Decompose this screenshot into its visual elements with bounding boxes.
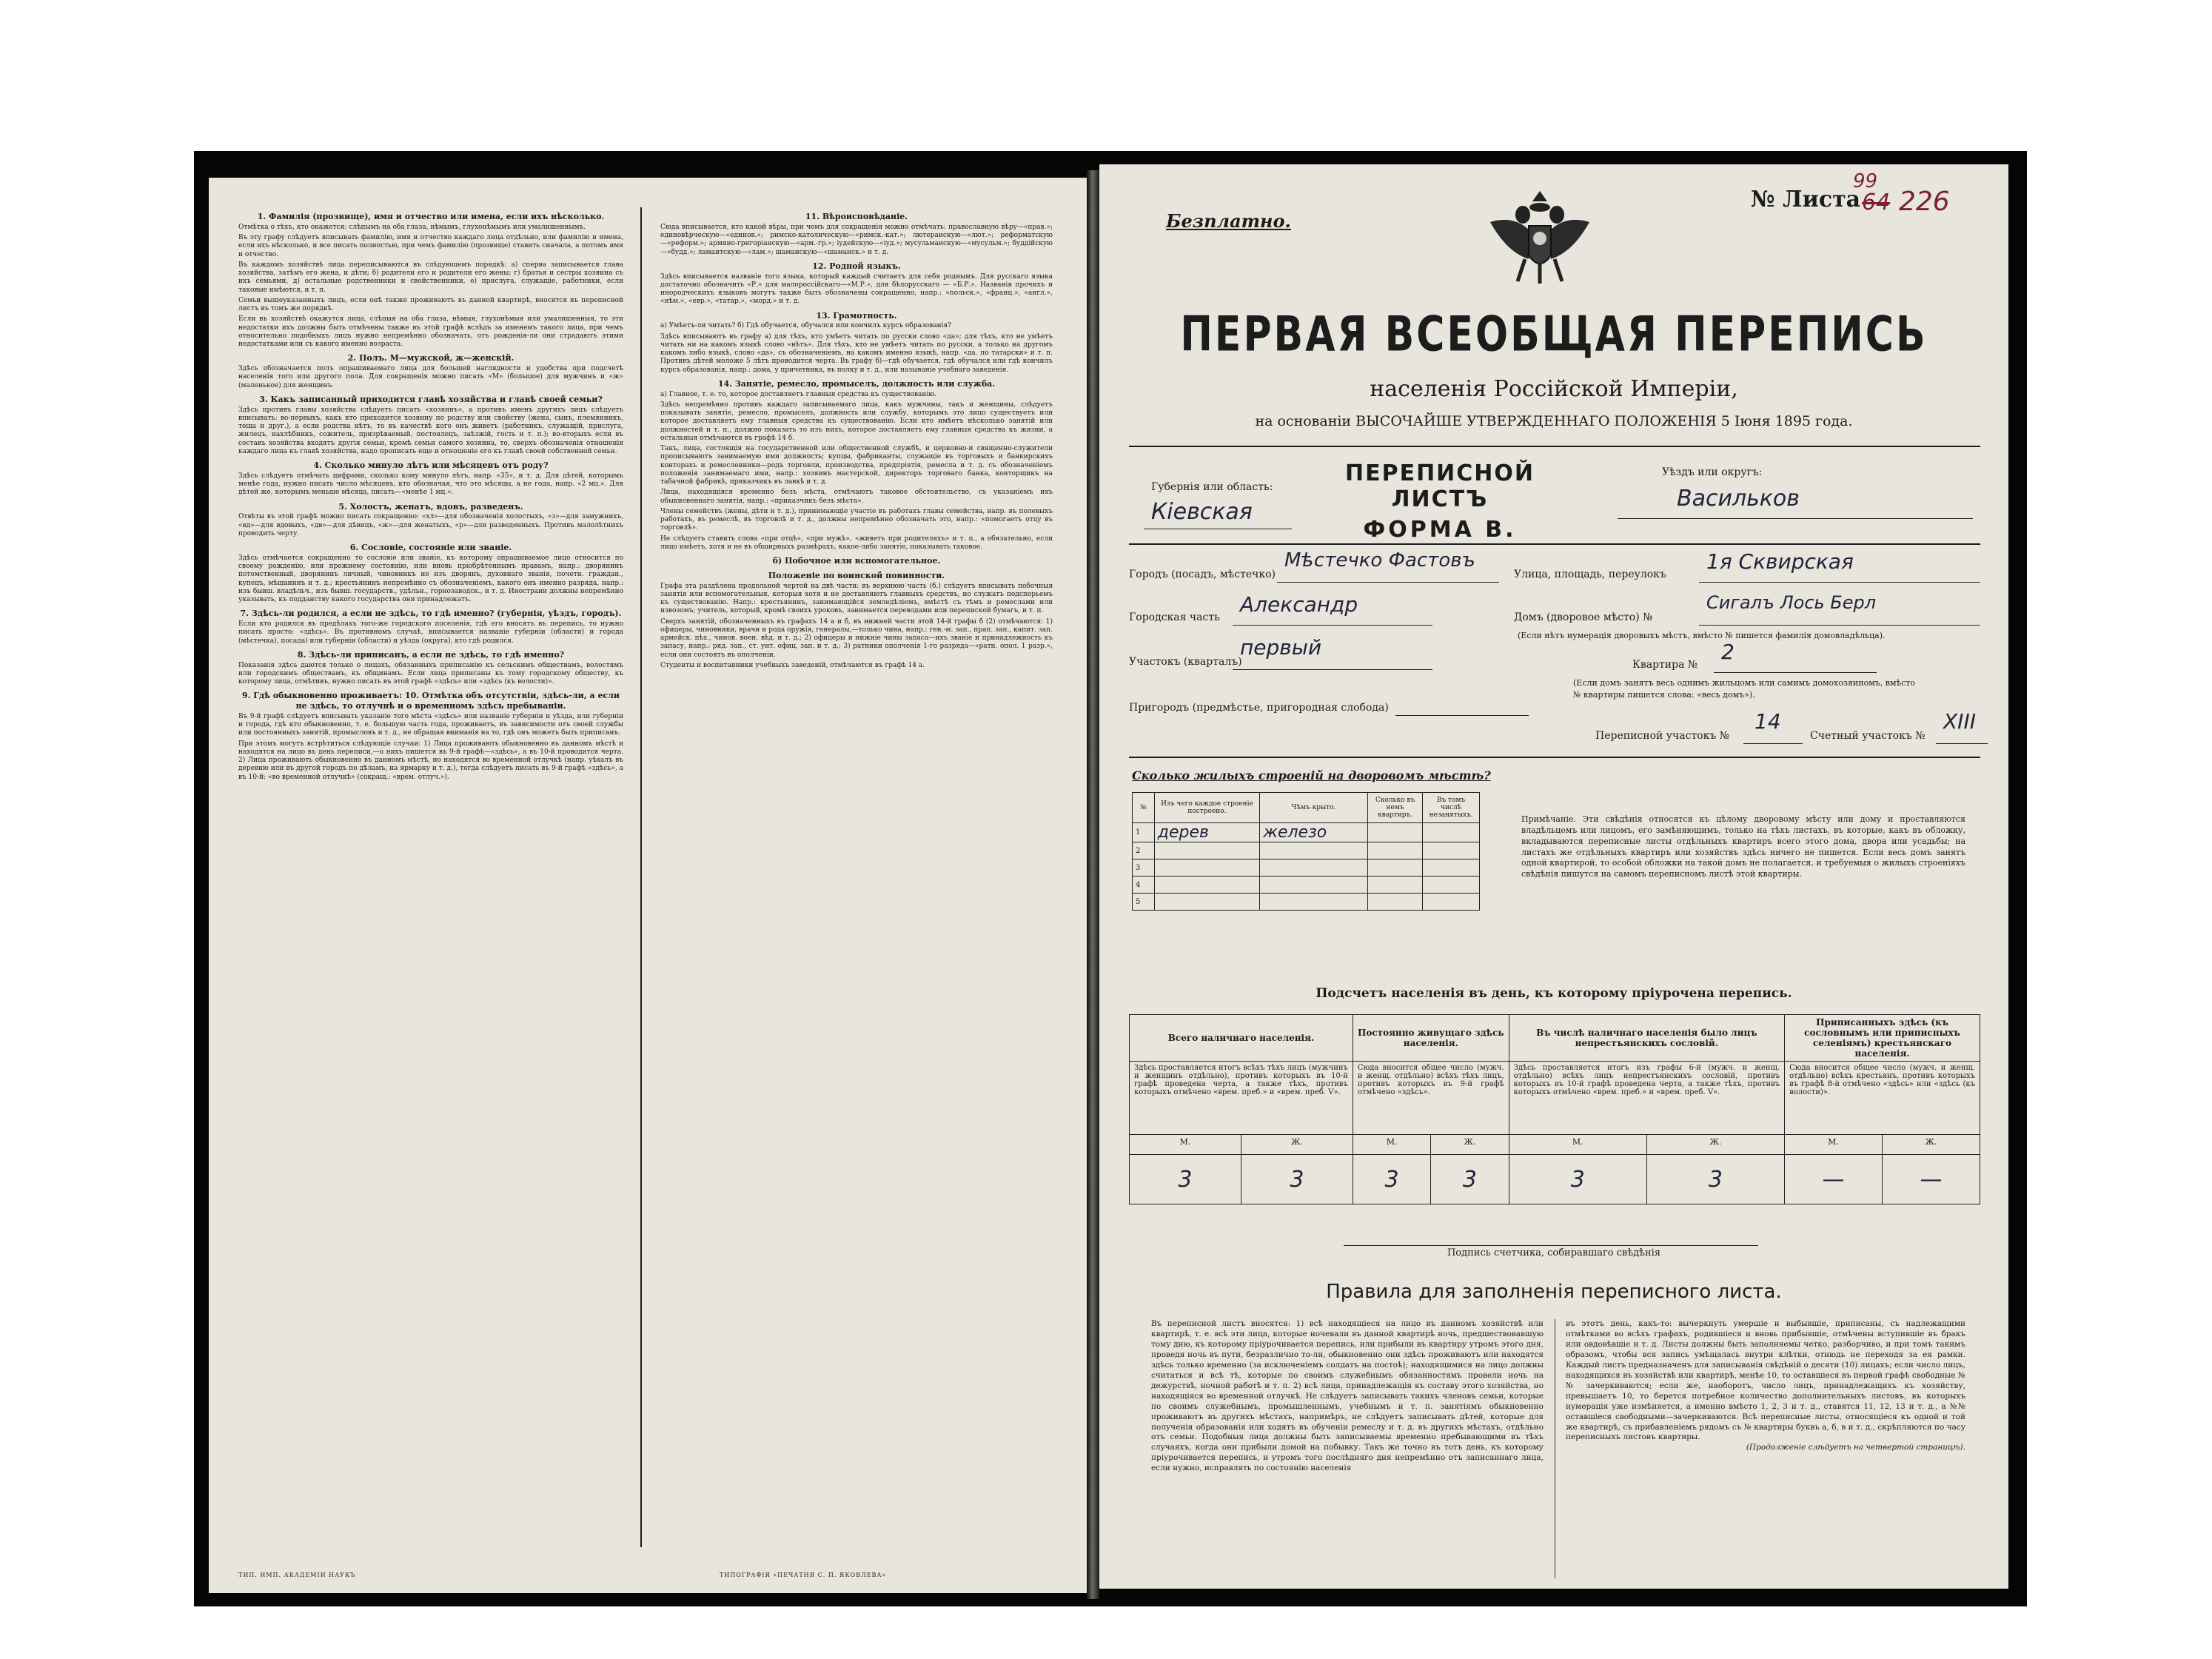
table-cell (1423, 859, 1480, 877)
count-col-description: Сюда вносится общее число (мужч. и женщ. отдѣльно) всѣхъ крестьянъ, противъ которыхъ въ графѣ 8-й отмѣчено «здѣсь» или «здѣсь (къ волости)». (1785, 1062, 1980, 1135)
male-label: М. (1353, 1135, 1430, 1155)
count-district-value: XIII (1943, 709, 1976, 734)
count-female-value: 3 (1241, 1155, 1353, 1204)
underline (1714, 672, 1877, 673)
count-male-value: 3 (1130, 1155, 1241, 1204)
instruction-paragraph: Не слѣдуетъ ставить слова «при отцѣ», «при мужѣ», «живетъ при родителяхъ» и т. п., а обязательно, если лицо имѣетъ, хотя и не въ обширныхъ размѣрахъ, какое-либо занятіе, показывать таковое. (660, 534, 1053, 551)
house-label: Домъ (дворовое мѣсто) № (1514, 611, 1653, 623)
instruction-heading: 4. Сколько минуло лѣтъ или мѣсяцевъ отъ роду? (313, 460, 549, 470)
quarter-value: первый (1240, 635, 1322, 660)
instruction-heading: 9. Гдѣ обыкновенно проживаетъ: 10. Отмѣтка объ отсутствіи, здѣсь-ли, а если не здѣсь, то отлучнѣ и о временномъ здѣсь пребываніи. (241, 691, 620, 711)
col-header: Чѣмъ крыто. (1260, 793, 1368, 823)
instruction-heading: 6. Сословіе, состояніе или званіе. (349, 543, 512, 552)
count-col-description: Сюда вносится общее число (мужч. и женщ. отдѣльно) всѣхъ тѣхъ лицъ, противъ которыхъ въ 9-й графѣ отмѣчено «здѣсь». (1353, 1062, 1509, 1135)
signature-line (1344, 1245, 1758, 1246)
instruction-paragraph: Семьи вышеуказанныхъ лицъ, если онѣ также проживаютъ въ данной квартирѣ, вносятся въ переписной листъ въ томъ же порядкѣ. (238, 296, 623, 312)
count-district-label: Счетный участокъ № (1810, 730, 1926, 742)
table-cell (1154, 894, 1259, 911)
female-label: Ж. (1646, 1135, 1784, 1155)
instruction-heading: 1. Фамилія (прозвище), имя и отчество или имена, если ихъ нѣсколько. (257, 212, 605, 221)
building-roof: железо (1260, 823, 1368, 842)
continued-note: (Продолженіе слѣдуетъ на четвертой страницѣ). (1746, 1443, 1965, 1452)
instruction-paragraph: Отмѣтка о тѣхъ, кто окажется: слѣпымъ на оба глаза, нѣмымъ, глухонѣмымъ или умалишеннымъ. (238, 223, 586, 231)
enumerator-signature-label: Подпись счетчика, собиравшаго свѣдѣнія (1447, 1247, 1661, 1259)
count-col-description: Здѣсь проставляется итогъ всѣхъ тѣхъ лицъ (мужчинъ и женщинъ отдѣльно), противъ которыхъ въ 10-й графѣ проведена черта, а также тѣхъ, противъ которыхъ отмѣчено «врем. преб.» и «врем. преб. V». (1130, 1062, 1353, 1135)
instruction-paragraph: Здѣсь слѣдуетъ отмѣчать цифрами, сколько кому минуло лѣтъ, напр. «35», и т. д. Для дѣтей, которымъ менѣе года, нужно писать число мѣсяцевъ, кто обозначая, что это мѣсяцы, а не года, напр. «2 мц.». Для дѣтей же, которымъ меньше мѣсяца, писать—«менѣе 1 мц.». (238, 472, 623, 497)
table-cell (1423, 823, 1480, 842)
count-col-header: Постоянно живущаго здѣсь населенія. (1353, 1015, 1509, 1062)
instruction-heading: 13. Грамотность. (816, 310, 897, 321)
city-part-label: Городская часть (1129, 611, 1220, 623)
count-female-value: — (1883, 1155, 1980, 1204)
uezd-label: Уѣздъ или округъ: (1662, 466, 1763, 478)
underline (1699, 582, 1980, 583)
count-col-header: Всего наличнаго населенія. (1130, 1015, 1353, 1062)
table-header-row (1133, 793, 1480, 823)
table-cell (1260, 859, 1368, 877)
instruction-paragraph: Показанія здѣсь даются только о лицахъ, обязанныхъ приписанію къ сельскимъ обществамъ, волостямъ или городскимъ обществамъ, къ общинамъ. Если лица приписаны къ тому городскому обществу, къ которому лица, отмѣтивъ, нужно писать въ этой графѣ «здѣсь» или «здѣсь (къ волости)». (238, 661, 623, 686)
row-number: 3 (1133, 859, 1155, 877)
instruction-heading: 7. Здѣсь-ли родился, а если не здѣсь, то гдѣ именно? (губернія, уѣздъ, городъ). (240, 609, 622, 619)
underline (1233, 625, 1432, 626)
instruction-heading: 12. Родной языкъ. (812, 261, 901, 271)
count-female-value: 3 (1431, 1155, 1509, 1204)
table-row (1130, 1155, 1980, 1204)
rules-column-1: Въ переписной листъ вносятся: 1) всѣ находящіеся на лицо въ данномъ хозяйствѣ или квартирѣ, т. е. всѣ эти лица, которые ночевали въ данной квартирѣ ночь, предшествовавшую тому дню, къ которому пріурочивается перепись, или прибыли въ квартиру утромъ этого дня, проведя ночь въ пути, безразлично то-ли, обыкновенно они здѣсь проживаютъ или находятся здѣсь только временно (за исключеніемъ солдатъ на постоѣ); находящимися на лицо должны считаться и всѣ тѣ, которые по своимъ служебнымъ обязанностямъ провели ночь на дежурствѣ, ночной работѣ и т. п. 2) всѣ лица, принадлежащія къ составу этого хозяйства, но находящіяся во временной отлучкѣ. Не слѣдуетъ записывать такихъ членовъ семьи, которые по своимъ служебнымъ, промышленнымъ, учебнымъ и т. п. занятіямъ обыкновенно проживаютъ въ другихъ мѣстахъ, напримѣръ, не слѣдуетъ записывать дѣтей, которые для полученія образованія или ходятъ въ обученіи ремеслу и т. д. въ другихъ мѣстахъ, отдѣльно отъ семьи. Подобныя лица должны быть записываемы временно пребывающими въ тѣхъ случаяхъ, когда они прибыли домой на побывку. Такъ же точно въ тотъ день, къ которому пріурочивается перепись, и утромъ того послѣдняго дня непремѣнно отъ записаннаго лица, если нужно, исправлять по состоянію населенія (1151, 1319, 1544, 1473)
rules-title: Правила для заполненія переписного листа. (1326, 1281, 1782, 1303)
printer-imprint-right: ТИПОГРАФІЯ «ПЕЧАТНЯ С. П. ЯКОВЛЕВА» (720, 1572, 887, 1578)
instruction-heading: 8. Здѣсь-ли приписанъ, а если не здѣсь, то гдѣ именно? (297, 649, 565, 660)
underline (1618, 518, 1973, 519)
city-label: Городъ (посадъ, мѣстечко) (1129, 569, 1276, 580)
underline (1743, 743, 1803, 744)
apartment-note-2: № квартиры пишется слова: «весь домъ»). (1573, 690, 1755, 700)
instruction-paragraph: Въ каждомъ хозяйствѣ лица переписываются въ слѣдующемъ порядкѣ: а) сперва записывается глава хозяйства, затѣмъ его жена, и дѣти; б) родители его и родители его жены; г) братья и сестры хозяина съ ихъ семьями, д) остальные родственники и свойственники, е) прислуга, служащіе, работники, если таковые имѣются, и т. п. (238, 261, 623, 294)
instruction-paragraph: Здѣсь вписывается названіе того языка, который каждый считаетъ для себя роднымъ. Для русскаго языка достаточно обозначить «Р.» для малороссійскаго—«М.Р.», для бѣлорусскаго — «Б.Р.». Названія прочихъ и инородческихъ языковъ могутъ также быть обозначены сокращенно, напр.: «польск.», «франц.», «англ.», «нѣм.», «евр.», «татар.», «морд.» и т. д. (660, 272, 1053, 306)
book-spine (1087, 170, 1099, 1599)
row-number: 4 (1133, 877, 1155, 894)
gubernia-value: Кіевская (1151, 499, 1253, 525)
col-header: № (1133, 793, 1155, 823)
buildings-note: Примѣчаніе. Эти свѣдѣнія относятся къ цѣлому дворовому мѣсту или дому и проставляются владѣльцемъ или лицомъ, его замѣняющимъ, только на тѣхъ листахъ, въ которые, какъ въ обложку, вкладываются переписные листы отдѣльныхъ квартиръ всего этого дома, двора или усадьбы; на листахъ же отдѣльныхъ квартиръ или хозяйствъ здѣсь ничего не пишется. Если весь домъ занятъ одной квартирой, то особой обложки на такой домъ не полагается, и требуемыя о жилыхъ строеніяхъ свѣдѣнія пишутся на самомъ переписномъ листѣ этой квартиры. (1521, 814, 1965, 879)
underline (1936, 743, 1988, 744)
city-part-value: Александр (1240, 592, 1358, 617)
instruction-heading: 3. Какъ записанный приходится главѣ хозяйства и главѣ своей семьи? (259, 394, 603, 404)
instruction-heading: 11. Вѣроисповѣданіе. (805, 212, 908, 221)
table-cell (1154, 842, 1259, 859)
column-divider (640, 207, 642, 1547)
precinct-label: Переписной участокъ № (1595, 730, 1729, 742)
count-male-value: — (1785, 1155, 1883, 1204)
rules-column-2 (1566, 1319, 1965, 1580)
house-note: (Если нѣтъ нумерація дворовыхъ мѣстъ, вмѣсто № пишется фамилія домовладѣльца). (1518, 631, 1886, 640)
apartment-label: Квартира № (1632, 659, 1698, 671)
table-row (1133, 894, 1480, 911)
count-col-description: Здѣсь проставляется итогъ изъ графы 6-й (мужч. и женщ. отдѣльно) всѣхъ лицъ непрестъянскихъ сословій, противъ которыхъ въ 10-й графѣ проведена черта, а также тѣхъ, противъ которыхъ отмѣчено «врем. преб.» и «врем. преб. V». (1509, 1062, 1784, 1135)
sheet-number-handwritten: 226 (1899, 187, 1950, 217)
divider (1129, 757, 1980, 758)
building-material: дерев (1154, 823, 1259, 842)
table-cell (1367, 859, 1422, 877)
instruction-paragraph: Здѣсь непремѣнно противъ каждаго записываемаго лица, какъ мужчины, такъ и женщины, слѣдуетъ показывать занятіе, ремесло, промыселъ, должность или службу, которымъ это лицо существуетъ или которое доставляетъ ему главныя средства къ существованію. Если кто имѣетъ нѣсколько занятій или должностей и т. п., должно показать то изъ нихъ, которое доставляетъ ему главныя средства къ жизни, а остальныя отмѣчаются въ графѣ 14 б. (660, 400, 1053, 442)
form-title-box (1299, 453, 1581, 542)
table-row (1130, 1062, 1980, 1135)
street-label: Улица, площадь, переулокъ (1514, 569, 1666, 580)
sheet-number-handwritten-top: 99 (1853, 170, 1878, 192)
table-cell (1423, 894, 1480, 911)
city-value: Мѣстечко Фастовъ (1284, 549, 1475, 572)
divider (1129, 446, 1980, 447)
street-value: 1я Сквирская (1706, 549, 1854, 574)
instruction-paragraph: Графа эта раздѣлена продольной чертой на двѣ части: въ верхнюю часть (б.) слѣдуетъ вписывать побочныя занятія или вспомогательныя, которыя хотя и не доставляютъ главныхъ средствъ, но служатъ подспорьемъ къ существованію. Напр.: крестьянинъ, занимающійся земледѣліемъ, вмѣстѣ съ тѣмъ и ремеслами или извозомъ; учитель, который, кромѣ своихъ уроковъ, занимается переводами или перепиской бумагъ, и т. п. (660, 582, 1053, 615)
col-header: Въ томъ числѣ незанятыхъ. (1423, 793, 1480, 823)
table-cell (1154, 877, 1259, 894)
row-number: 5 (1133, 894, 1155, 911)
male-label: М. (1509, 1135, 1646, 1155)
census-subtitle: населенія Россійской Имперіи, (1370, 376, 1738, 402)
table-row (1133, 823, 1480, 842)
table-row (1130, 1135, 1980, 1155)
instruction-heading: б) Побочное или вспомогательное. (772, 556, 941, 566)
legal-basis: на основаніи ВЫСОЧАЙШЕ УТВЕРЖДЕННАГО ПОЛОЖЕНІЯ 5 Іюня 1895 года. (1255, 413, 1853, 429)
uezd-value: Васильков (1677, 486, 1800, 512)
table-cell (1260, 894, 1368, 911)
instruction-paragraph: Такъ, лица, состоящія на государственной или общественной службѣ, и церковно-и священно-служители прописываютъ занимаемую ими должность; купцы, фабриканты, служащіе въ торговыхъ и банкирскихъ конторахъ и ремесленники—родъ торговли, производства, предпріятія, ремесла и т. д. съ обозначеніемъ положенія занимаемаго ими, напр.: хозяинъ мастерской, директоръ торговаго банка, конторщикъ на табачной фабрикѣ, приказчикъ въ лавкѣ и т. д. (660, 445, 1053, 486)
instruction-paragraph: Лица, находящіяся временно безъ мѣста, отмѣчаютъ таковое обстоятельство, съ указаніемъ ихъ обыкновеннаго занятія, напр.: «приказчикъ безъ мѣста». (660, 489, 1053, 505)
col-header: Сколько въ немъ квартиръ. (1367, 793, 1422, 823)
imperial-eagle-emblem-icon (1484, 185, 1595, 289)
free-label: Безплатно. (1166, 210, 1291, 232)
table-cell (1367, 823, 1422, 842)
row-number: 2 (1133, 842, 1155, 859)
sheet-number-label: № Листа (1751, 187, 1861, 212)
underline (1699, 625, 1980, 626)
instruction-paragraph: Въ эту графу слѣдуетъ вписывать фамилію, имя и отчество каждаго лица отдѣльно, или фамилію и имена, если ихъ нѣсколько, и все писать полностью, при чемъ фамилію (прозвище) ставить сначала, а потомъ имя и отчество. (238, 234, 623, 258)
instruction-heading: Положеніе по воинской повинности. (768, 570, 945, 580)
count-col-header: Приписанныхъ здѣсь (къ сословнымъ или приписныхъ селеніямъ) крестьянскаго населенія. (1785, 1015, 1980, 1062)
suburb-label: Пригородъ (предмѣстье, пригородная слобода) (1129, 702, 1389, 714)
divider (1129, 543, 1980, 545)
instruction-heading: 2. Полъ. М—мужской, ж—женскій. (347, 353, 515, 363)
buildings-question: Сколько жилыхъ строеній на дворовомъ мѣстѣ? (1132, 768, 1491, 782)
female-label: Ж. (1431, 1135, 1509, 1155)
precinct-value: 14 (1754, 709, 1781, 734)
instruction-paragraph: Отвѣты въ этой графѣ можно писать сокращенно: «хл»—для обозначенія холостыхъ, «з»—для замужнихъ, «вд»—для вдовыхъ, «дв»—для дѣвицъ, «ж»—для женатыхъ, «р»—для разведенныхъ. Противъ малолѣтнихъ проводить черту. (238, 513, 623, 537)
instruction-paragraph: Сюда вписывается, кто какой вѣры, при чемъ для сокращенія можно отмѣчать: православную вѣру—«прав.»; единовѣрческую—«единов.»; римско-католическую—«римск.-кат.»; лютеранскую—«лют.»; реформатскую—«реформ.»; армяно-григоріанскую—«арм.-гр.»; іудейскую—«іуд.»; мусульманскую—«мусульм.»; буддійскую—«будд.»; ламаитскую—«лам.»; шаманскую—«шаманск.» и т. д. (660, 223, 1053, 256)
instructions-page (209, 178, 1087, 1593)
table-row (1133, 859, 1480, 877)
quarter-label: Участокъ (кварталъ) (1129, 656, 1242, 668)
instruction-paragraph: Здѣсь вписываютъ въ графу а) для тѣхъ, кто умѣетъ читать по русски слово «да»; для тѣхъ, кто не умѣетъ читать ни на какомъ языкѣ слово «нѣтъ». Для тѣхъ, кто не умѣетъ читать по русски, а только на другомъ какомъ либо языкѣ, слово «да», съ обозначеніемъ, на какомъ именно языкѣ, напр. «да. по татарски» и т. п. Противъ дѣтей моложе 5 лѣтъ проводится черта. Въ графу б)—гдѣ обучается, гдѣ обучался или гдѣ кончилъ курсъ образованія, напр.: дома, у причетника, въ полку и т. д., или называніе учебнаго заведенія. (660, 332, 1053, 374)
instructions-column-2 (660, 207, 1053, 1549)
sheet-number (1751, 170, 1950, 217)
population-count-heading: Подсчетъ населенія въ день, къ которому пріурочена перепись. (1316, 986, 1792, 1001)
underline (1395, 715, 1529, 716)
male-label: М. (1785, 1135, 1883, 1155)
table-cell (1423, 842, 1480, 859)
row-number: 1 (1133, 823, 1155, 842)
table-row (1133, 842, 1480, 859)
count-male-value: 3 (1353, 1155, 1430, 1204)
instruction-paragraph: Здѣсь обозначается полъ опрашиваемаго лица для большей наглядности и удобства при подсчетѣ населенія того или другого пола. Для сокращенія можно писать «М» (большое) для мужчинъ и «ж» (маленькое) для женщинъ. (238, 365, 623, 389)
table-cell (1367, 842, 1422, 859)
apartment-note-1: (Если домъ занятъ весь однимъ жильцомъ или самимъ домохозяиномъ, вмѣсто (1573, 678, 1916, 688)
instruction-paragraph: Сверхъ занятій, обозначенныхъ въ графахъ 14 а и б, въ нижней части этой 14-й графы б (2) отмѣчаются: 1) офицеры, чиновники, врачи и рода оружія, генералы,—только чина, напр.: ген.-м. зап., прап. зап., капит. зап. армейск. пѣх., чинов. воен. вѣд. и т. д.; 2) офицеры и нижніе чины запаса—ихъ званіе и принадлежность къ запасу, напр.: ряд. зап., ст. унт. офиц. зап. и т. д.; 3) ратники ополченія 1-го разряда—«ратн. опол. 1 разр.», если они состоятъ въ ополченіи. (660, 617, 1053, 659)
instruction-paragraph: Въ 9-й графѣ слѣдуетъ вписывать указаніе того мѣста «здѣсь» или названіе губерніи и уѣзда, или губерніи и города, гдѣ кто обыкновенно, т. е. большую часть года, проживаетъ, въ зависимости отъ своей службы или постоянныхъ занятій, промысловъ и т. д., не обращая вниманія на то, гдѣ онъ можетъ быть приписанъ. (238, 712, 623, 737)
form-title: ПЕРЕПИСНОЙ ЛИСТЪ (1344, 460, 1535, 512)
female-label: Ж. (1883, 1135, 1980, 1155)
instructions-column-1 (238, 207, 623, 1549)
instruction-paragraph: Здѣсь отмѣчается сокращенно то сословіе или званіе, къ которому опрашиваемое лицо относится по своему рожденію, или прежнему состоянію, или вновь пріобрѣтеннымъ правамъ, напр.: дворянинъ потомственный, дворянинъ личный, чиновникъ не изъ дворянъ, духовнаго званія, почетн. граждан., купецъ, мѣщанинъ и т. д.; крестьянинъ непремѣнно съ обозначеніемъ, какого онъ именно разряда, напр.: изъ бывш. владѣльч., изъ бывш. государств., удѣльн., горнозаводск., и т. д. Инострани должны непремѣнно указывать, къ подданству какого государства они принадлежатъ. (238, 554, 623, 603)
table-cell (1423, 877, 1480, 894)
count-col-header: Въ числѣ наличнаго населенія было лицъ непрестъянскихъ сословій. (1509, 1015, 1784, 1062)
house-value: Сигалъ Лось Берл (1706, 592, 1877, 613)
table-header-row (1130, 1015, 1980, 1062)
sheet-number-struck: 64 (1862, 190, 1891, 215)
table-cell (1260, 842, 1368, 859)
table-cell (1154, 859, 1259, 877)
census-title: ПЕРВАЯ ВСЕОБЩАЯ ПЕРЕПИСЬ (1180, 306, 1928, 363)
instruction-heading: 14. Занятіе, ремесло, промыселъ, должность или служба. (717, 378, 996, 389)
instruction-paragraph: Если въ хозяйствѣ окажутся лица, слѣпыя на оба глаза, нѣмыя, глухонѣмыя или умалишенныя, то эти недостатки ихъ должны быть отмѣчены также въ этой графѣ вслѣдъ за именемъ такого лица, при чемъ относительно подобныхъ лицъ нужно непремѣнно обозначать, отъ рожденія-ли они страдаютъ этими недостатками или съ какого именно возраста. (238, 315, 623, 348)
printer-imprint-left: ТИП. ИМП. АКАДЕМІИ НАУКЪ (238, 1572, 356, 1578)
count-male-value: 3 (1509, 1155, 1646, 1204)
table-cell (1367, 877, 1422, 894)
gubernia-label: Губернія или область: (1151, 481, 1273, 493)
instruction-paragraph: Члены семействъ (жены, дѣти и т. д.), принимающіе участіе въ работахъ главы семейства, напр. въ полевыхъ работахъ, въ ремеслѣ, въ торговлѣ и т. д., должны непремѣнно обозначать это, напр.: «помогаетъ отцу въ торговлѣ». (660, 507, 1053, 532)
instruction-paragraph: Студенты и воспитанники учебныхъ заведеній, отмѣчаются въ графѣ 14 а. (660, 661, 925, 669)
apartment-value: 2 (1721, 640, 1735, 664)
table-row (1133, 877, 1480, 894)
instruction-paragraph: а) Умѣетъ-ли читать? б) Гдѣ обучается, обучался или кончилъ курсъ образованія? (660, 322, 951, 330)
census-form-page (1099, 164, 2008, 1589)
count-female-value: 3 (1646, 1155, 1784, 1204)
female-label: Ж. (1241, 1135, 1353, 1155)
col-header: Изъ чего каждое строеніе построено. (1154, 793, 1259, 823)
population-count-table (1129, 1014, 1980, 1204)
rules-column-2-text: въ этотъ день, какъ-то: вычеркнуть умершіе и выбывшіе, приписаны, съ надлежащими отмѣтками во всѣхъ графахъ, родившіеся и вновь прибывшіе, отмѣчены вступившіе въ бракъ или овдовѣвшіе и т. д. Листы должны быть заполняемы четко, разборчиво, и при томъ такимъ образомъ, чтобы вся запись умѣщалась внутри клѣтки, отнюдь не переходя за ея рамки. Каждый листъ предназначенъ для записыванія свѣдѣній о десяти (10) лицахъ; если число лицъ, находящихся въ хозяйствѣ или квартирѣ, менѣе 10, то оставшіеся въ первой графѣ свободные №№ зачеркиваются; если же, наоборотъ, число лицъ, принадлежащихъ къ хозяйству, превышаетъ 10, то берется потребное количество дополнительныхъ листовъ, въ которыхъ нумерація уже измѣняется, а именно вмѣсто 1, 2, 3 и т. д., ставятся 11, 12, 13 и т. д., а №№ оставшіеся свободными—зачеркиваются. Всѣ переписные листы, относящіеся къ одной и той же квартирѣ, съ прибавленіемъ рядомъ съ № квартиры буквъ а, б, в и т. д., скрѣпляются по часу переписныхъ листовъ квартиры. (1566, 1319, 1965, 1442)
instruction-paragraph: Если кто родился въ предѣлахъ того-же городского поселенія, гдѣ его вносятъ въ перепись, то нужно писать просто: «здѣсь». Въ противномъ случаѣ, вписывается названіе губерніи (области) и города (мѣстечка), посада) или губерніи (области) и уѣзда (округа), кто гдѣ родился. (238, 620, 623, 645)
buildings-table (1132, 792, 1480, 911)
table-cell (1367, 894, 1422, 911)
male-label: М. (1130, 1135, 1241, 1155)
form-type: ФОРМА В. (1363, 517, 1517, 543)
instruction-paragraph: При этомъ могутъ встрѣтиться слѣдующіе случаи: 1) Лица проживають обыкновенно въ данномъ мѣстѣ и находятся на лицо въ день переписи,—о нихъ пишется въ 9-й графѣ—«здѣсь», а въ 10-й проводится черта. 2) Лица проживають обыкновенно въ данномъ мѣстѣ, но находятся во временной отлучкѣ (напр. уѣхалъ въ деревню или въ другой городъ по дѣламъ, на ярмарку и т. д.), тогда слѣдуетъ писать въ 9-й графѣ «здѣсь», а въ 10-й: «во временной отлучкѣ» (сокращ.: «врем. отлуч.»). (238, 740, 623, 781)
instruction-paragraph: а) Главное, т. е. то, которое доставляетъ главныя средства къ существованію. (660, 390, 936, 398)
instruction-paragraph: Здѣсь противъ главы хозяйства слѣдуетъ писать «хозяинъ», а противъ именъ другихъ лицъ слѣдуетъ вписывать: во-первыхъ, какъ кто приходится хозяину по родству или свойству (жена, сынъ, племянникъ, теща и друг.), а если родства нѣтъ, то въ качествѣ кого онъ живетъ (работникъ, служащій, прислуга, жилецъ, нахлѣбникъ, сожитель, призрѣваемый, постоялецъ, заѣзжій, гость и т. п.); во-вторыхъ если въ составъ хозяйства входятъ другія семьи, кромѣ семьи самого хозяина, то, сверхъ обозначенія отношенія каждаго лица къ главѣ хозяйства, надо прописать еще и отношеніе его къ главѣ своей собственной семьи. (238, 406, 623, 455)
underline (1233, 669, 1432, 670)
instruction-heading: 5. Холостъ, женатъ, вдовъ, разведенъ. (338, 501, 523, 512)
table-cell (1260, 877, 1368, 894)
underline (1277, 582, 1499, 583)
